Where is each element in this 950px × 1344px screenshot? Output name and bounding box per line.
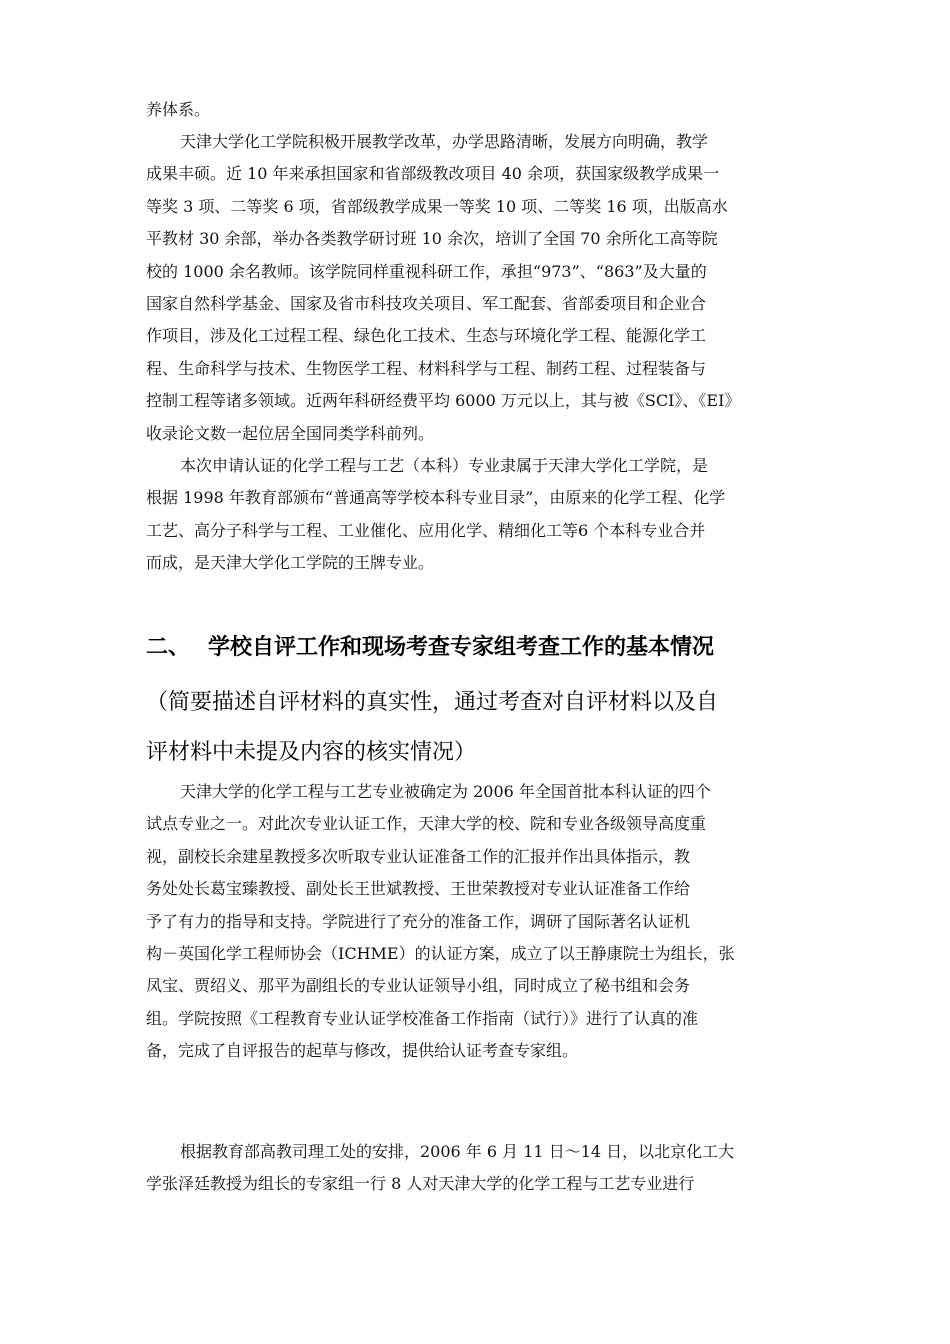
subtitle-line: 评材料中未提及内容的核实情况） (146, 740, 477, 765)
paragraph-program-origin (146, 450, 814, 580)
text-line: 学张泽廷教授为组长的专家组一行 8 人对天津大学的化学工程与工艺专业进行 (146, 1174, 695, 1194)
text-line: 天津大学化工学院积极开展教学改革，办学思路清晰，发展方向明确，教学 (180, 132, 709, 151)
text-line: 天津大学的化学工程与工艺专业被确定为 2006 年全国首批本科认证的四个 (180, 782, 711, 801)
text-line: 本次申请认证的化学工程与工艺（本科）专业隶属于天津大学化工学院，是 (180, 456, 709, 475)
text-line: 控制工程等诸多领域。近两年科研经费平均 6000 万元以上，其与被《SCI》、《EI》 (146, 391, 741, 411)
text-line: 作项目，涉及化工过程工程、绿色化工技术、生态与环境化学工程、能源化学工 (146, 326, 707, 346)
text-line: 校的 1000 余名教师。该学院同样重视科研工作，承担“973”、“863”及大量的 (146, 261, 707, 281)
text-line: 程、生命科学与技术、生物医学工程、材料科学与工程、制药工程、过程装备与 (146, 358, 707, 378)
text-line: 国家自然科学基金、国家及省市科技攻关项目、军工配套、省部委项目和企业合 (146, 293, 707, 313)
text-line: 备，完成了自评报告的起草与修改，提供给认证考查专家组。 (146, 1041, 579, 1061)
text-line: 收录论文数一起位居全国同类学科前列。 (146, 423, 435, 443)
subtitle-line: （简要描述自评材料的真实性，通过考查对自评材料以及自 (146, 690, 719, 715)
text-line: 根据教育部高教司理工处的安排，2006 年 6 月 11 日～14 日，以北京化工大 (180, 1142, 735, 1161)
text-line: 等奖 3 项、二等奖 6 项，省部级教学成果一等奖 10 项、二等奖 16 项，出版高水 (146, 196, 728, 216)
text-line: 构－英国化学工程师协会（ICHME）的认证方案，成立了以王静康院士为组长，张 (146, 943, 735, 963)
text-line: 务处处长葛宝臻教授、副处长王世斌教授、王世荣教授对专业认证准备工作给 (146, 879, 691, 899)
section-title: 学校自评工作和现场考查专家组考查工作的基本情况 (208, 635, 715, 660)
text-line: 根据 1998 年教育部颁布“普通高等学校本科专业目录”，由原来的化学工程、化学 (146, 488, 726, 508)
text-line: 成果丰硕。近 10 年来承担国家和省部级教改项目 40 余项，获国家级教学成果一 (146, 164, 720, 184)
section-subtitle (146, 678, 826, 778)
text-line: 试点专业之一。对此次专业认证工作，天津大学的校、院和专业各级领导高度重 (146, 814, 707, 834)
text-line: 平教材 30 余部，举办各类教学研讨班 10 余次，培训了全国 70 余所化工高等院 (146, 229, 718, 249)
section-heading (146, 625, 826, 671)
text-line: 组。学院按照《工程教育专业认证学校准备工作指南（试行）》进行了认真的准 (146, 1008, 699, 1028)
text-line: 养体系。 (146, 100, 211, 119)
paragraph-continuation (146, 94, 814, 126)
text-line: 予了有力的指导和支持。学院进行了充分的准备工作，调研了国际著名认证机 (146, 911, 691, 931)
paragraph-teaching-reform (146, 126, 814, 450)
text-line: 视，副校长余建星教授多次听取专业认证准备工作的汇报并作出具体指示，教 (146, 846, 691, 866)
section-number: 二、 (146, 635, 191, 660)
text-line: 工艺、高分子科学与工程、工业催化、应用化学、精细化工等6 个本科专业合并 (146, 520, 706, 540)
paragraph-self-evaluation (146, 776, 814, 1068)
paragraph-expert-visit (146, 1136, 814, 1201)
text-line: 凤宝、贾绍义、那平为副组长的专业认证领导小组，同时成立了秘书组和会务 (146, 976, 691, 996)
text-line: 而成，是天津大学化工学院的王牌专业。 (146, 553, 435, 573)
